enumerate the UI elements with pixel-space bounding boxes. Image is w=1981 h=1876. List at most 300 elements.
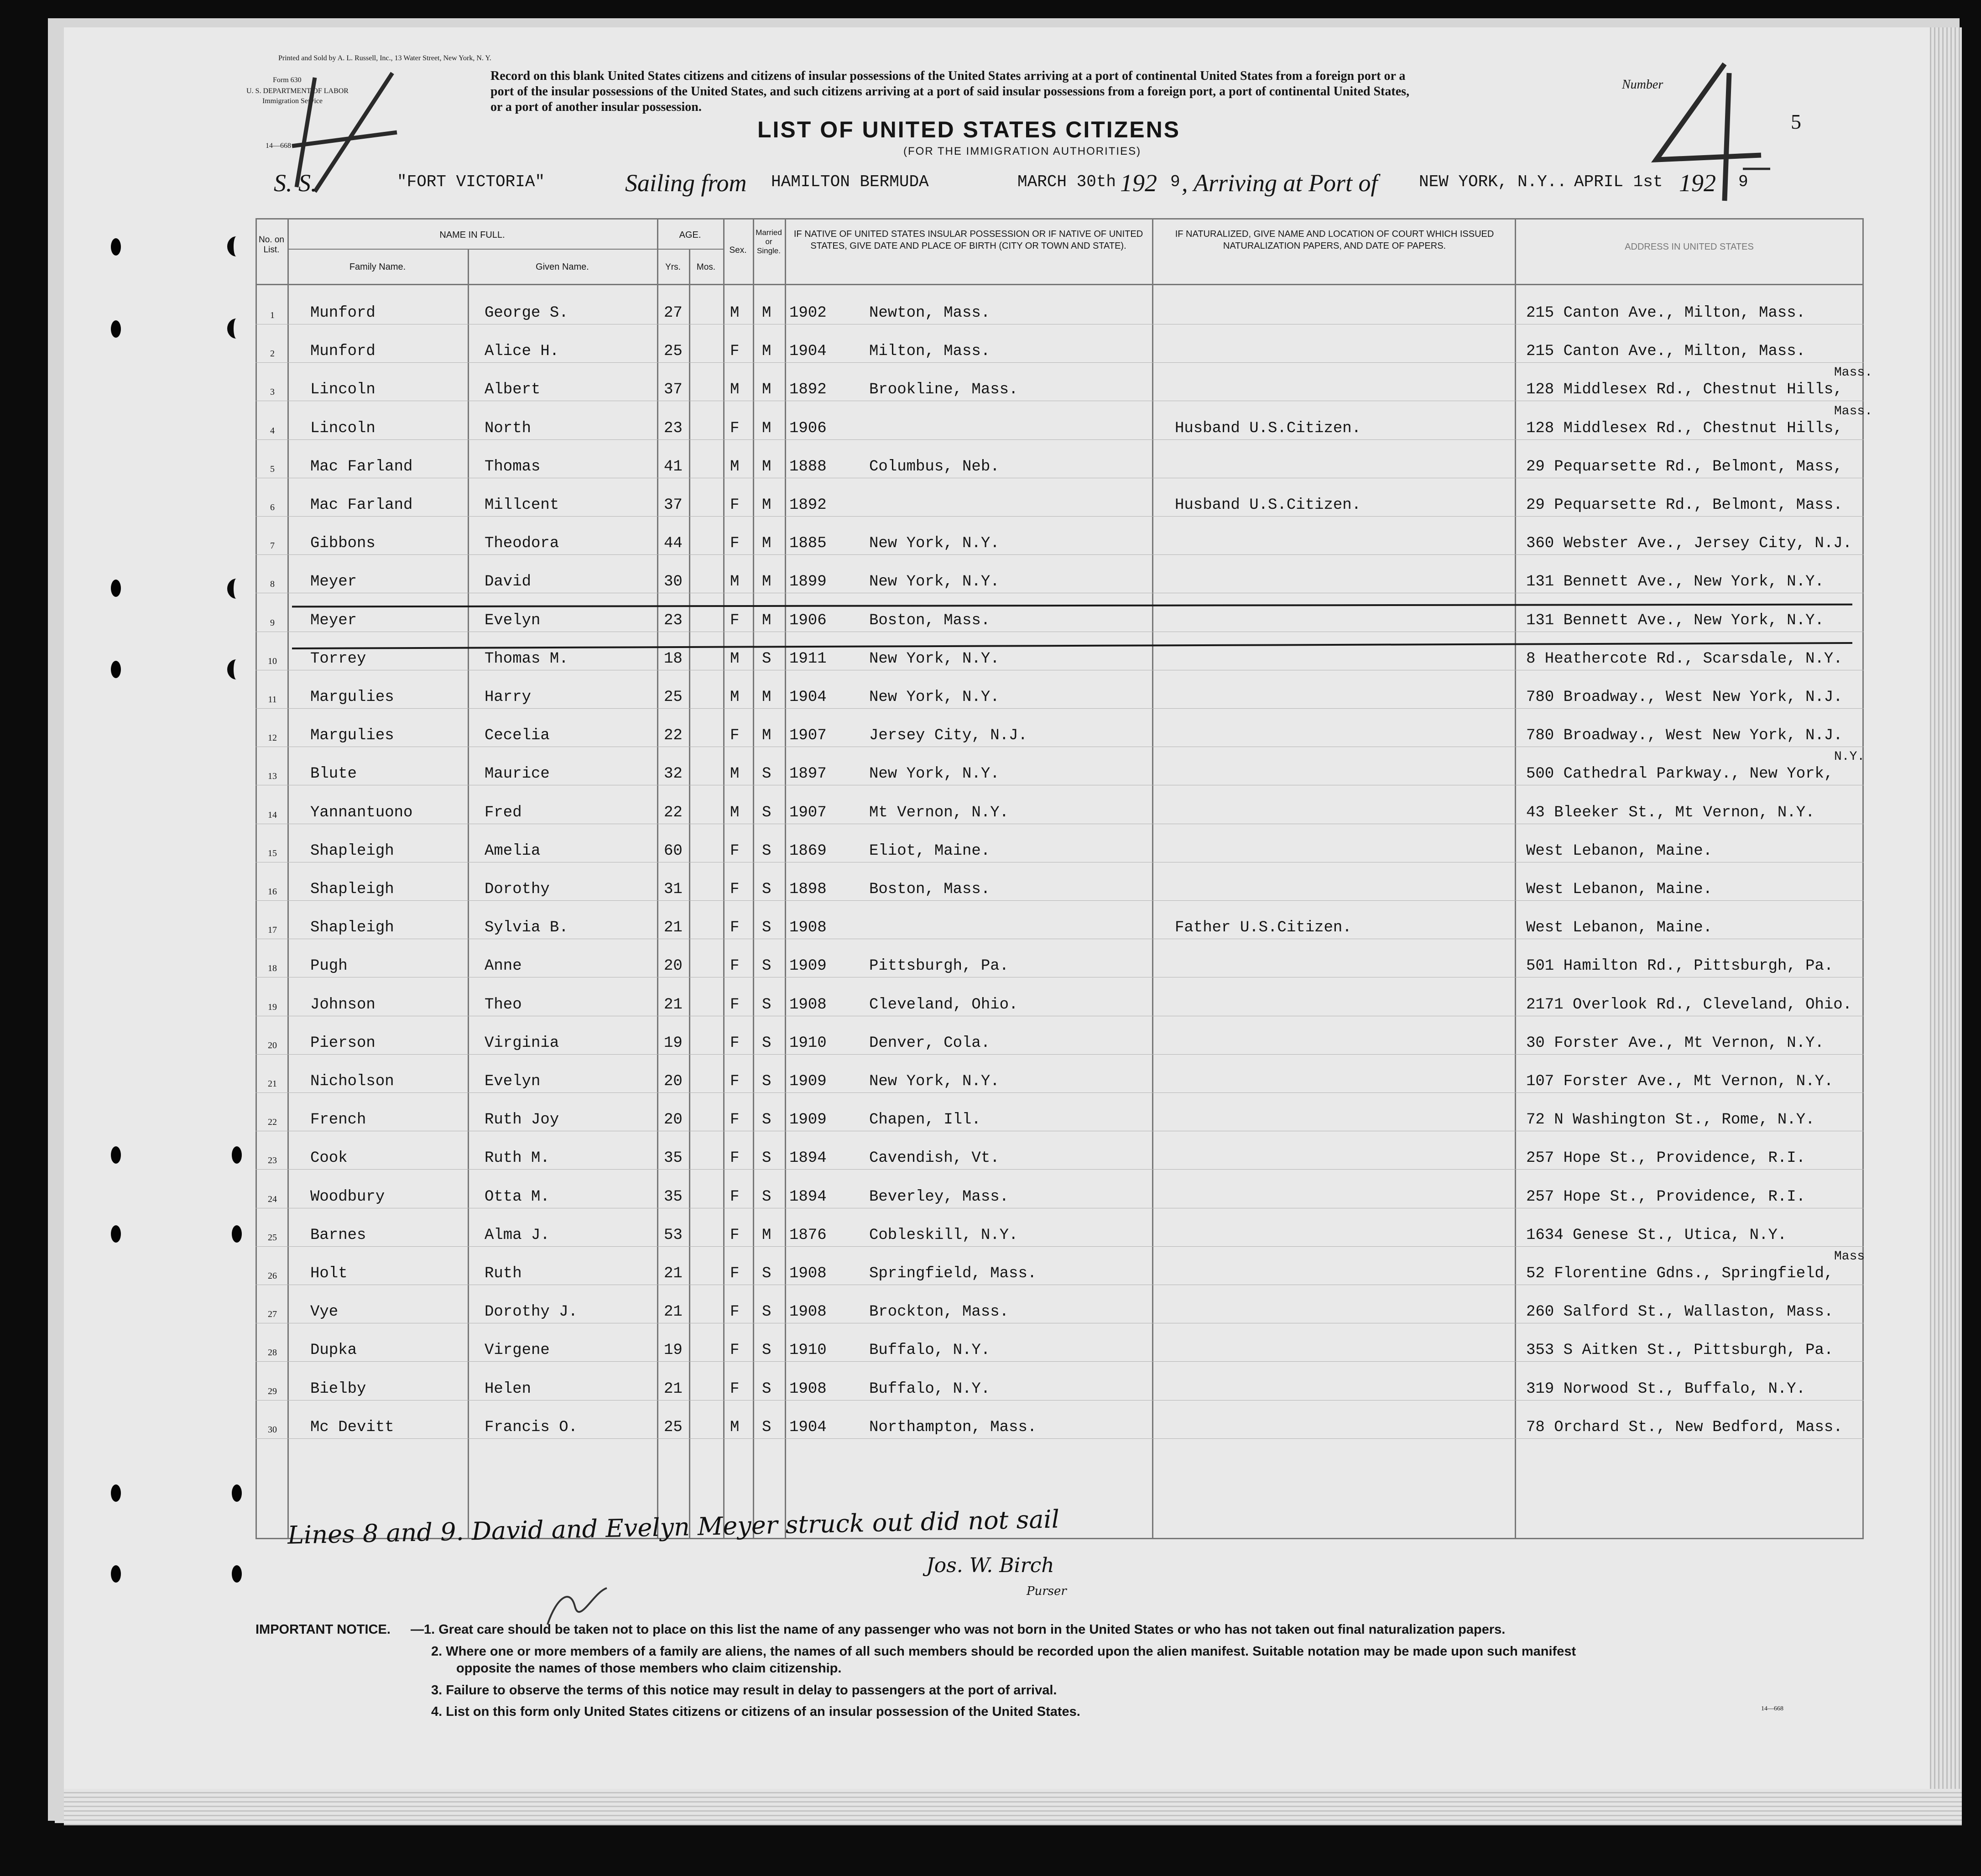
row-number: 5 <box>270 464 275 474</box>
year-suffix: 9 <box>1170 172 1180 191</box>
given-name: Dorothy J. <box>485 1303 578 1321</box>
row-number: 14 <box>268 810 277 820</box>
marital-status: S <box>762 1303 772 1321</box>
address: 29 Pequarsette Rd., Belmont, Mass. <box>1526 496 1843 514</box>
family-name: Margulies <box>310 689 394 706</box>
header-naturalized: IF NATURALIZED, GIVE NAME AND LOCATION OF COURT WHICH ISSUED NATURALIZATION PAPERS, AND DATE OF PAPERS. <box>1175 229 1494 251</box>
page-subtitle: (FOR THE IMMIGRATION AUTHORITIES) <box>903 145 1142 157</box>
service: Immigration Service <box>262 97 323 105</box>
birth-year: 1908 <box>789 919 827 937</box>
birth-year: 1909 <box>789 1111 827 1129</box>
page-number: 5 <box>1791 110 1801 133</box>
given-name: David <box>485 573 532 591</box>
sex: F <box>730 1303 740 1321</box>
col-border <box>785 218 786 1539</box>
age-years: 32 <box>664 765 683 783</box>
birth-place: Jersey City, N.J. <box>869 727 1027 745</box>
sex: M <box>730 573 740 591</box>
sex: F <box>730 957 740 975</box>
arrival-date: APRIL 1st <box>1574 172 1663 191</box>
birth-year: 1894 <box>789 1188 827 1206</box>
given-name: Virginia <box>485 1034 559 1052</box>
age-years: 23 <box>664 611 683 629</box>
birth-year: 1904 <box>789 689 827 706</box>
header-family-name: Family Name. <box>349 262 406 272</box>
sex: F <box>730 611 740 629</box>
sailing-port: HAMILTON BERMUDA <box>771 172 929 191</box>
given-name: Sylvia B. <box>485 919 568 937</box>
department: U. S. DEPARTMENT OF LABOR <box>246 87 349 95</box>
marital-status: M <box>762 381 772 399</box>
birth-place: New York, N.Y. <box>869 535 1000 553</box>
birth-year: 1908 <box>789 996 827 1014</box>
birth-year: 1906 <box>789 611 827 629</box>
table-header-border <box>255 284 1864 285</box>
birth-place: New York, N.Y. <box>869 573 1000 591</box>
birth-place: New York, N.Y. <box>869 765 1000 783</box>
address: 128 Middlesex Rd., Chestnut Hills, <box>1526 419 1843 437</box>
row-separator <box>255 900 1864 901</box>
family-name: Shapleigh <box>310 842 394 860</box>
given-name: Anne <box>485 957 522 975</box>
sex: F <box>730 1111 740 1129</box>
col-border <box>255 218 257 1539</box>
sex: F <box>730 1188 740 1206</box>
sex: M <box>730 765 740 783</box>
birth-place: Buffalo, N.Y. <box>869 1380 990 1398</box>
sex: F <box>730 496 740 514</box>
record-instructions <box>490 68 1563 115</box>
sex: F <box>730 727 740 745</box>
given-name: Virgene <box>485 1342 550 1359</box>
age-years: 22 <box>664 804 683 821</box>
age-years: 21 <box>664 919 683 937</box>
row-number: 3 <box>270 387 275 397</box>
family-name: Johnson <box>310 996 375 1014</box>
address: 2171 Overlook Rd., Cleveland, Ohio. <box>1526 996 1852 1014</box>
age-years: 25 <box>664 1418 683 1436</box>
address: West Lebanon, Maine. <box>1526 842 1713 860</box>
sex: F <box>730 842 740 860</box>
birth-place: Eliot, Maine. <box>869 842 990 860</box>
given-name: Evelyn <box>485 1073 541 1090</box>
family-name: Lincoln <box>310 419 375 437</box>
family-name: Bielby <box>310 1380 366 1398</box>
family-name: Margulies <box>310 727 394 745</box>
family-name: Yannantuono <box>310 804 413 821</box>
age-years: 53 <box>664 1226 683 1244</box>
family-name: Meyer <box>310 611 357 629</box>
birth-year: 1888 <box>789 458 827 476</box>
marital-status: S <box>762 957 772 975</box>
marital-status: S <box>762 919 772 937</box>
family-name: Mc Devitt <box>310 1418 394 1436</box>
birth-place: New York, N.Y. <box>869 650 1000 668</box>
marital-status: M <box>762 727 772 745</box>
row-separator <box>255 708 1864 709</box>
address: 360 Webster Ave., Jersey City, N.J. <box>1526 535 1852 553</box>
family-name: Munford <box>310 343 375 361</box>
sex: F <box>730 1034 740 1052</box>
family-name: Vye <box>310 1303 339 1321</box>
age-years: 22 <box>664 727 683 745</box>
row-number: 11 <box>268 695 277 705</box>
row-number: 22 <box>268 1117 277 1128</box>
punch-hole <box>232 1146 242 1164</box>
address: 1634 Genese St., Utica, N.Y. <box>1526 1226 1787 1244</box>
marital-status: M <box>762 573 772 591</box>
given-name: Ruth <box>485 1265 522 1282</box>
age-years: 31 <box>664 881 683 898</box>
address: 131 Bennett Ave., New York, N.Y. <box>1526 611 1824 629</box>
col-border <box>1152 218 1153 1539</box>
birth-year: 1907 <box>789 804 827 821</box>
address: 128 Middlesex Rd., Chestnut Hills, <box>1526 381 1843 399</box>
sailing-date: MARCH 30th <box>1017 172 1116 191</box>
age-years: 44 <box>664 535 683 553</box>
address-overflow: Mass <box>1834 1249 1865 1264</box>
family-name: Meyer <box>310 573 357 591</box>
punch-hole-shadow <box>227 659 245 679</box>
marital-status: M <box>762 343 772 361</box>
given-name: Ruth M. <box>485 1150 550 1167</box>
punch-hole-shadow <box>227 236 245 256</box>
birth-year: 1904 <box>789 343 827 361</box>
age-years: 18 <box>664 650 683 668</box>
address: 52 Florentine Gdns., Springfield, <box>1526 1265 1834 1282</box>
address: 215 Canton Ave., Milton, Mass. <box>1526 343 1806 361</box>
marital-status: S <box>762 1111 772 1129</box>
row-number: 1 <box>270 310 275 320</box>
family-name: Pierson <box>310 1034 375 1052</box>
row-number: 29 <box>268 1386 277 1396</box>
birth-year: 1908 <box>789 1380 827 1398</box>
address: 72 N Washington St., Rome, N.Y. <box>1526 1111 1815 1129</box>
punch-hole <box>111 1484 121 1502</box>
birth-year: 1876 <box>789 1226 827 1244</box>
age-years: 21 <box>664 1265 683 1282</box>
row-number: 17 <box>268 925 277 935</box>
notice-item-2: 2. Where one or more members of a family are aliens, the names of all such members should be recorded upon the alien manifest. Suitable notation may be made upon such manifest <box>431 1644 1576 1659</box>
row-number: 26 <box>268 1271 277 1281</box>
sex: F <box>730 1380 740 1398</box>
sex: M <box>730 1418 740 1436</box>
address: 353 S Aitken St., Pittsburgh, Pa. <box>1526 1342 1834 1359</box>
family-name: Nicholson <box>310 1073 394 1090</box>
birth-place: Cobleskill, N.Y. <box>869 1226 1018 1244</box>
col-border <box>753 218 754 1539</box>
punch-hole <box>111 1146 121 1164</box>
marital-status: S <box>762 1265 772 1282</box>
row-number: 18 <box>268 963 277 974</box>
marital-status: M <box>762 1226 772 1244</box>
col-border <box>723 218 725 1539</box>
row-separator <box>255 516 1864 517</box>
marital-status: M <box>762 458 772 476</box>
header-sex: Sex. <box>729 246 747 255</box>
age-years: 30 <box>664 573 683 591</box>
birth-place: Milton, Mass. <box>869 343 990 361</box>
row-number: 30 <box>268 1424 277 1435</box>
marital-status: S <box>762 804 772 821</box>
col-border <box>287 218 289 1539</box>
col-border <box>468 249 469 1539</box>
birth-place: Columbus, Neb. <box>869 458 1000 476</box>
birth-place: Cleveland, Ohio. <box>869 996 1018 1014</box>
header-no: No. on List. <box>259 235 284 255</box>
address: 780 Broadway., West New York, N.J. <box>1526 689 1843 706</box>
row-separator <box>255 1092 1864 1093</box>
birth-place: Boston, Mass. <box>869 611 990 629</box>
address: 30 Forster Ave., Mt Vernon, N.Y. <box>1526 1034 1824 1052</box>
address: 8 Heathercote Rd., Scarsdale, N.Y. <box>1526 650 1843 668</box>
signature: Jos. W. Birch <box>926 1554 1054 1577</box>
row-number: 27 <box>268 1309 277 1320</box>
row-number: 7 <box>270 541 275 551</box>
given-name: Evelyn <box>485 611 541 629</box>
marital-status: S <box>762 765 772 783</box>
marital-status: S <box>762 1150 772 1167</box>
given-name: North <box>485 419 532 437</box>
number-label: Number <box>1622 78 1663 92</box>
row-separator <box>255 1054 1864 1055</box>
given-name: Cecelia <box>485 727 550 745</box>
naturalization-note: Husband U.S.Citizen. <box>1175 419 1361 437</box>
sex: F <box>730 419 740 437</box>
birth-year: 1897 <box>789 765 827 783</box>
notice-label: IMPORTANT NOTICE. <box>255 1622 391 1637</box>
birth-year: 1894 <box>789 1150 827 1167</box>
marital-status: S <box>762 1418 772 1436</box>
birth-place: Mt Vernon, N.Y. <box>869 804 1009 821</box>
header-name-in-full: NAME IN FULL. <box>439 230 505 240</box>
ss-label: S. S. <box>274 169 317 197</box>
row-number: 23 <box>268 1155 277 1166</box>
age-years: 41 <box>664 458 683 476</box>
row-separator <box>255 1246 1864 1247</box>
family-name: Lincoln <box>310 381 375 399</box>
row-number: 28 <box>268 1348 277 1358</box>
birth-place: New York, N.Y. <box>869 689 1000 706</box>
given-name: Thomas M. <box>485 650 568 668</box>
marital-status: M <box>762 535 772 553</box>
row-number: 12 <box>268 733 277 743</box>
sex: F <box>730 1226 740 1244</box>
sex: F <box>730 996 740 1014</box>
marital-status: S <box>762 1034 772 1052</box>
address: West Lebanon, Maine. <box>1526 881 1713 898</box>
birth-place: Brookline, Mass. <box>869 381 1018 399</box>
family-name: Barnes <box>310 1226 366 1244</box>
punch-hole <box>232 1484 242 1502</box>
given-name: Thomas <box>485 458 541 476</box>
row-separator <box>255 1438 1864 1439</box>
given-name: Theodora <box>485 535 559 553</box>
family-name: Blute <box>310 765 357 783</box>
address: 501 Hamilton Rd., Pittsburgh, Pa. <box>1526 957 1834 975</box>
header-age: AGE. <box>679 230 701 240</box>
marital-status: S <box>762 1342 772 1359</box>
col-border <box>1515 218 1516 1539</box>
age-years: 23 <box>664 419 683 437</box>
age-years: 25 <box>664 343 683 361</box>
family-name: Gibbons <box>310 535 375 553</box>
age-years: 27 <box>664 304 683 322</box>
row-number: 6 <box>270 502 275 512</box>
family-name: French <box>310 1111 366 1129</box>
sex: M <box>730 381 740 399</box>
marital-status: S <box>762 1073 772 1090</box>
family-name: Dupka <box>310 1342 357 1359</box>
marital-status: S <box>762 842 772 860</box>
sex: F <box>730 1150 740 1167</box>
punch-hole <box>111 580 121 597</box>
marital-status: S <box>762 1188 772 1206</box>
family-name: Shapleigh <box>310 881 394 898</box>
punch-hole <box>111 1565 121 1583</box>
birth-year: 1909 <box>789 957 827 975</box>
row-number: 25 <box>268 1232 277 1243</box>
birth-year: 1892 <box>789 381 827 399</box>
birth-place: Springfield, Mass. <box>869 1265 1037 1282</box>
header-months: Mos. <box>696 262 716 272</box>
family-name: Torrey <box>310 650 366 668</box>
birth-year: 1907 <box>789 727 827 745</box>
birth-year: 1908 <box>789 1303 827 1321</box>
address: 78 Orchard St., New Bedford, Mass. <box>1526 1418 1843 1436</box>
age-years: 21 <box>664 996 683 1014</box>
birth-place: Boston, Mass. <box>869 881 990 898</box>
punch-hole <box>111 661 121 678</box>
birth-year: 1885 <box>789 535 827 553</box>
address: 43 Bleeker St., Mt Vernon, N.Y. <box>1526 804 1815 821</box>
header-address: ADDRESS IN UNITED STATES <box>1625 242 1754 252</box>
family-name: Mac Farland <box>310 458 413 476</box>
arriving-label: , Arriving at Port of <box>1182 169 1378 197</box>
birth-place: Newton, Mass. <box>869 304 990 322</box>
marital-status: S <box>762 1380 772 1398</box>
given-name: Albert <box>485 381 541 399</box>
sex: F <box>730 881 740 898</box>
sex: F <box>730 535 740 553</box>
record-line: Record on this blank United States citizens and citizens of insular possessions of the United States arriving at a port of continental United States from a foreign port or a <box>490 69 1406 83</box>
col-border <box>689 249 690 1539</box>
age-years: 21 <box>664 1380 683 1398</box>
birth-year: 1898 <box>789 881 827 898</box>
age-years: 20 <box>664 1073 683 1090</box>
birth-place: Cavendish, Vt. <box>869 1150 1000 1167</box>
row-number: 10 <box>268 656 277 666</box>
row-number: 2 <box>270 349 275 359</box>
col-border <box>657 218 658 1539</box>
address: 257 Hope St., Providence, R.I. <box>1526 1150 1806 1167</box>
family-name: Holt <box>310 1265 348 1282</box>
punch-hole <box>232 1565 242 1583</box>
record-line: port of the insular possessions of the United States, and such citizens arriving at a port of said insular possessions from a foreign port, a port of continental United States, <box>490 84 1410 99</box>
given-name: George S. <box>485 304 568 322</box>
sex: M <box>730 804 740 821</box>
family-name: Mac Farland <box>310 496 413 514</box>
address: 260 Salford St., Wallaston, Mass. <box>1526 1303 1834 1321</box>
row-separator <box>255 554 1864 555</box>
given-name: Harry <box>485 689 532 706</box>
signature-title: Purser <box>1027 1584 1067 1598</box>
row-number: 16 <box>268 887 277 897</box>
given-name: Alice H. <box>485 343 559 361</box>
birth-place: Beverley, Mass. <box>869 1188 1009 1206</box>
sex: M <box>730 458 740 476</box>
address: 107 Forster Ave., Mt Vernon, N.Y. <box>1526 1073 1834 1090</box>
marital-status: M <box>762 689 772 706</box>
birth-year: 1910 <box>789 1034 827 1052</box>
given-name: Amelia <box>485 842 541 860</box>
given-name: Dorothy <box>485 881 550 898</box>
marital-status: M <box>762 611 772 629</box>
header-given-name: Given Name. <box>536 262 589 272</box>
age-years: 19 <box>664 1342 683 1359</box>
age-years: 37 <box>664 381 683 399</box>
row-number: 9 <box>270 617 275 628</box>
address: 131 Bennett Ave., New York, N.Y. <box>1526 573 1824 591</box>
age-years: 21 <box>664 1303 683 1321</box>
given-name: Ruth Joy <box>485 1111 559 1129</box>
notice-item-4: 4. List on this form only United States citizens or citizens of an insular possession of the United States. <box>431 1704 1080 1719</box>
row-number: 4 <box>270 425 275 436</box>
punch-hole-shadow <box>227 319 245 339</box>
birth-place: Pittsburgh, Pa. <box>869 957 1009 975</box>
age-years: 35 <box>664 1188 683 1206</box>
stacked-page-bottoms <box>64 1789 1962 1825</box>
handwritten-note: Lines 8 and 9. David and Evelyn Meyer struck out did not sail <box>287 1505 1060 1550</box>
address: 500 Cathedral Parkway., New York, <box>1526 765 1834 783</box>
record-line: or a port of another insular possession. <box>490 100 702 114</box>
sex: F <box>730 1342 740 1359</box>
birth-year: 1899 <box>789 573 827 591</box>
age-years: 19 <box>664 1034 683 1052</box>
address: West Lebanon, Maine. <box>1526 919 1713 937</box>
sex: M <box>730 304 740 322</box>
age-years: 35 <box>664 1150 683 1167</box>
address-overflow: N.Y. <box>1834 750 1865 764</box>
sex: F <box>730 1073 740 1090</box>
address: 257 Hope St., Providence, R.I. <box>1526 1188 1806 1206</box>
given-name: Francis O. <box>485 1418 578 1436</box>
birth-place: Buffalo, N.Y. <box>869 1342 990 1359</box>
age-years: 20 <box>664 1111 683 1129</box>
row-number: 15 <box>268 848 277 858</box>
given-name: Maurice <box>485 765 550 783</box>
sex: M <box>730 689 740 706</box>
punch-hole <box>111 238 121 256</box>
family-name: Cook <box>310 1150 348 1167</box>
given-name: Fred <box>485 804 522 821</box>
birth-year: 1904 <box>789 1418 827 1436</box>
arrival-port: NEW YORK, N.Y.. <box>1419 172 1567 191</box>
table-top-border <box>255 218 1864 219</box>
year-prefix-arrival: 192 <box>1679 169 1716 197</box>
address: 319 Norwood St., Buffalo, N.Y. <box>1526 1380 1806 1398</box>
given-name: Helen <box>485 1380 532 1398</box>
birth-year: 1906 <box>789 419 827 437</box>
page-title: LIST OF UNITED STATES CITIZENS <box>757 117 1181 142</box>
handwritten-tally-mark <box>543 1579 611 1629</box>
sailing-from-label: Sailing from <box>625 169 747 197</box>
birth-place: Denver, Cola. <box>869 1034 990 1052</box>
family-name: Woodbury <box>310 1188 385 1206</box>
birth-year: 1911 <box>789 650 827 668</box>
naturalization-note: Father U.S.Citizen. <box>1175 919 1352 937</box>
notice-item-1: —1. Great care should be taken not to place on this list the name of any passenger who was not born in the United States or who has not taken out final naturalization papers. <box>411 1622 1506 1637</box>
